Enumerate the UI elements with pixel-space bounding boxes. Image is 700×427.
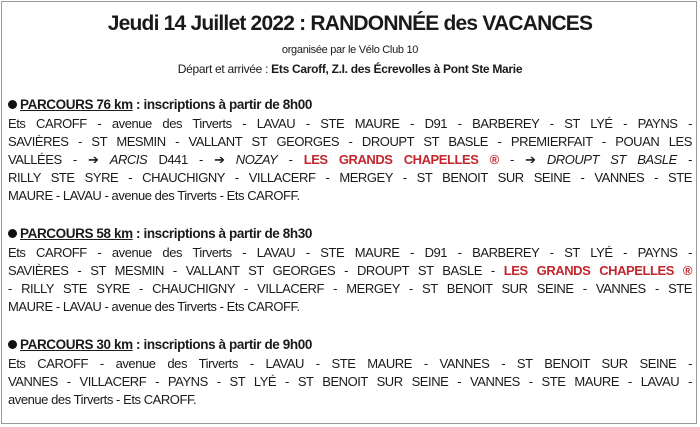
- route-line: [8, 355, 692, 373]
- route-text: NOZAY: [235, 152, 278, 167]
- route-text: - RILLY STE SYRE - CHAUCHIGNY - VILLACERF - MERGEY - ST BENOIT SUR SEINE - VANNES - STE: [8, 281, 692, 296]
- bullet-icon: [8, 100, 17, 109]
- route-name: PARCOURS 76 km: [20, 97, 133, 112]
- route-line: [8, 298, 692, 316]
- route-section: [8, 224, 692, 316]
- route-text: SAVIÈRES - ST MESMIN - VALLANT ST GEORGES - DROUPT ST BASLE -: [8, 263, 504, 278]
- route-text: Ets CAROFF - avenue des Tirverts - LAVAU - STE MAURE - VANNES - ST BENOIT SUR SEINE -: [8, 356, 692, 371]
- route-registration: : inscriptions à partir de 9h00: [132, 337, 312, 352]
- route-line: [8, 187, 692, 205]
- route-line: [8, 391, 692, 409]
- organizer: organisée par le Vélo Club 10: [281, 44, 419, 56]
- route-text: MAURE - LAVAU - avenue des Tirverts - Ets CAROFF.: [8, 188, 300, 203]
- route-line: [8, 373, 692, 391]
- start-info: [0, 62, 700, 76]
- highlight-stop: LES GRANDS CHAPELLES ®: [303, 152, 499, 167]
- route-name: PARCOURS 30 km: [20, 337, 133, 352]
- start-label: Départ et arrivée :: [177, 62, 272, 76]
- route-text: Ets CAROFF - avenue des Tirverts - LAVAU - STE MAURE - D91 - BARBEREY - ST LYÉ - PAYNS -: [8, 245, 692, 260]
- route-text: RILLY STE SYRE - CHAUCHIGNY - VILLACERF - MERGEY - ST BENOIT SUR SEINE - VANNES - STE: [8, 170, 692, 185]
- route-line: [8, 244, 692, 262]
- route-line: [8, 115, 692, 133]
- route-heading: [8, 95, 692, 115]
- bullet-icon: [8, 340, 17, 349]
- route-line: [8, 133, 692, 151]
- route-section: [8, 95, 692, 205]
- route-text: MAURE - LAVAU - avenue des Tirverts - Ets CAROFF.: [8, 299, 300, 314]
- route-text: Ets CAROFF - avenue des Tirverts - LAVAU - STE MAURE - D91 - BARBEREY - ST LYÉ - PAYNS -: [8, 116, 692, 131]
- route-line: [8, 169, 692, 187]
- route-text: avenue des Tirverts - Ets CAROFF.: [8, 392, 197, 407]
- route-text: D441 - ➔: [147, 152, 236, 167]
- route-line: [8, 262, 692, 280]
- route-line: [8, 151, 692, 169]
- start-place: Ets Caroff, Z.I. des Écrevolles à Pont Ste Marie: [271, 62, 523, 76]
- route-registration: : inscriptions à partir de 8h30: [132, 226, 312, 241]
- route-text: -: [676, 152, 692, 167]
- route-name: PARCOURS 58 km: [20, 226, 133, 241]
- route-text: VALLÉES - ➔: [8, 152, 110, 167]
- route-text: VANNES - VILLACERF - PAYNS - ST LYÉ - ST BENOIT SUR SEINE - VANNES - STE MAURE - LAVAU -: [8, 374, 692, 389]
- route-registration: : inscriptions à partir de 8h00: [132, 97, 312, 112]
- route-section: [8, 335, 692, 409]
- route-text: SAVIÈRES - ST MESMIN - VALLANT ST GEORGES - DROUPT ST BASLE - PREMIERFAIT - POUAN LES: [8, 134, 692, 149]
- route-text: ARCIS: [109, 152, 148, 167]
- highlight-stop: LES GRANDS CHAPELLES ®: [503, 263, 693, 278]
- route-line: [8, 280, 692, 298]
- route-heading: [8, 224, 692, 244]
- route-text: -: [277, 152, 304, 167]
- route-text: - ➔: [498, 152, 547, 167]
- page-title: Jeudi 14 Juillet 2022 : RANDONNÉE des VACANCES: [107, 12, 593, 35]
- route-heading: [8, 335, 692, 355]
- route-text: DROUPT ST BASLE: [546, 152, 677, 167]
- bullet-icon: [8, 229, 17, 238]
